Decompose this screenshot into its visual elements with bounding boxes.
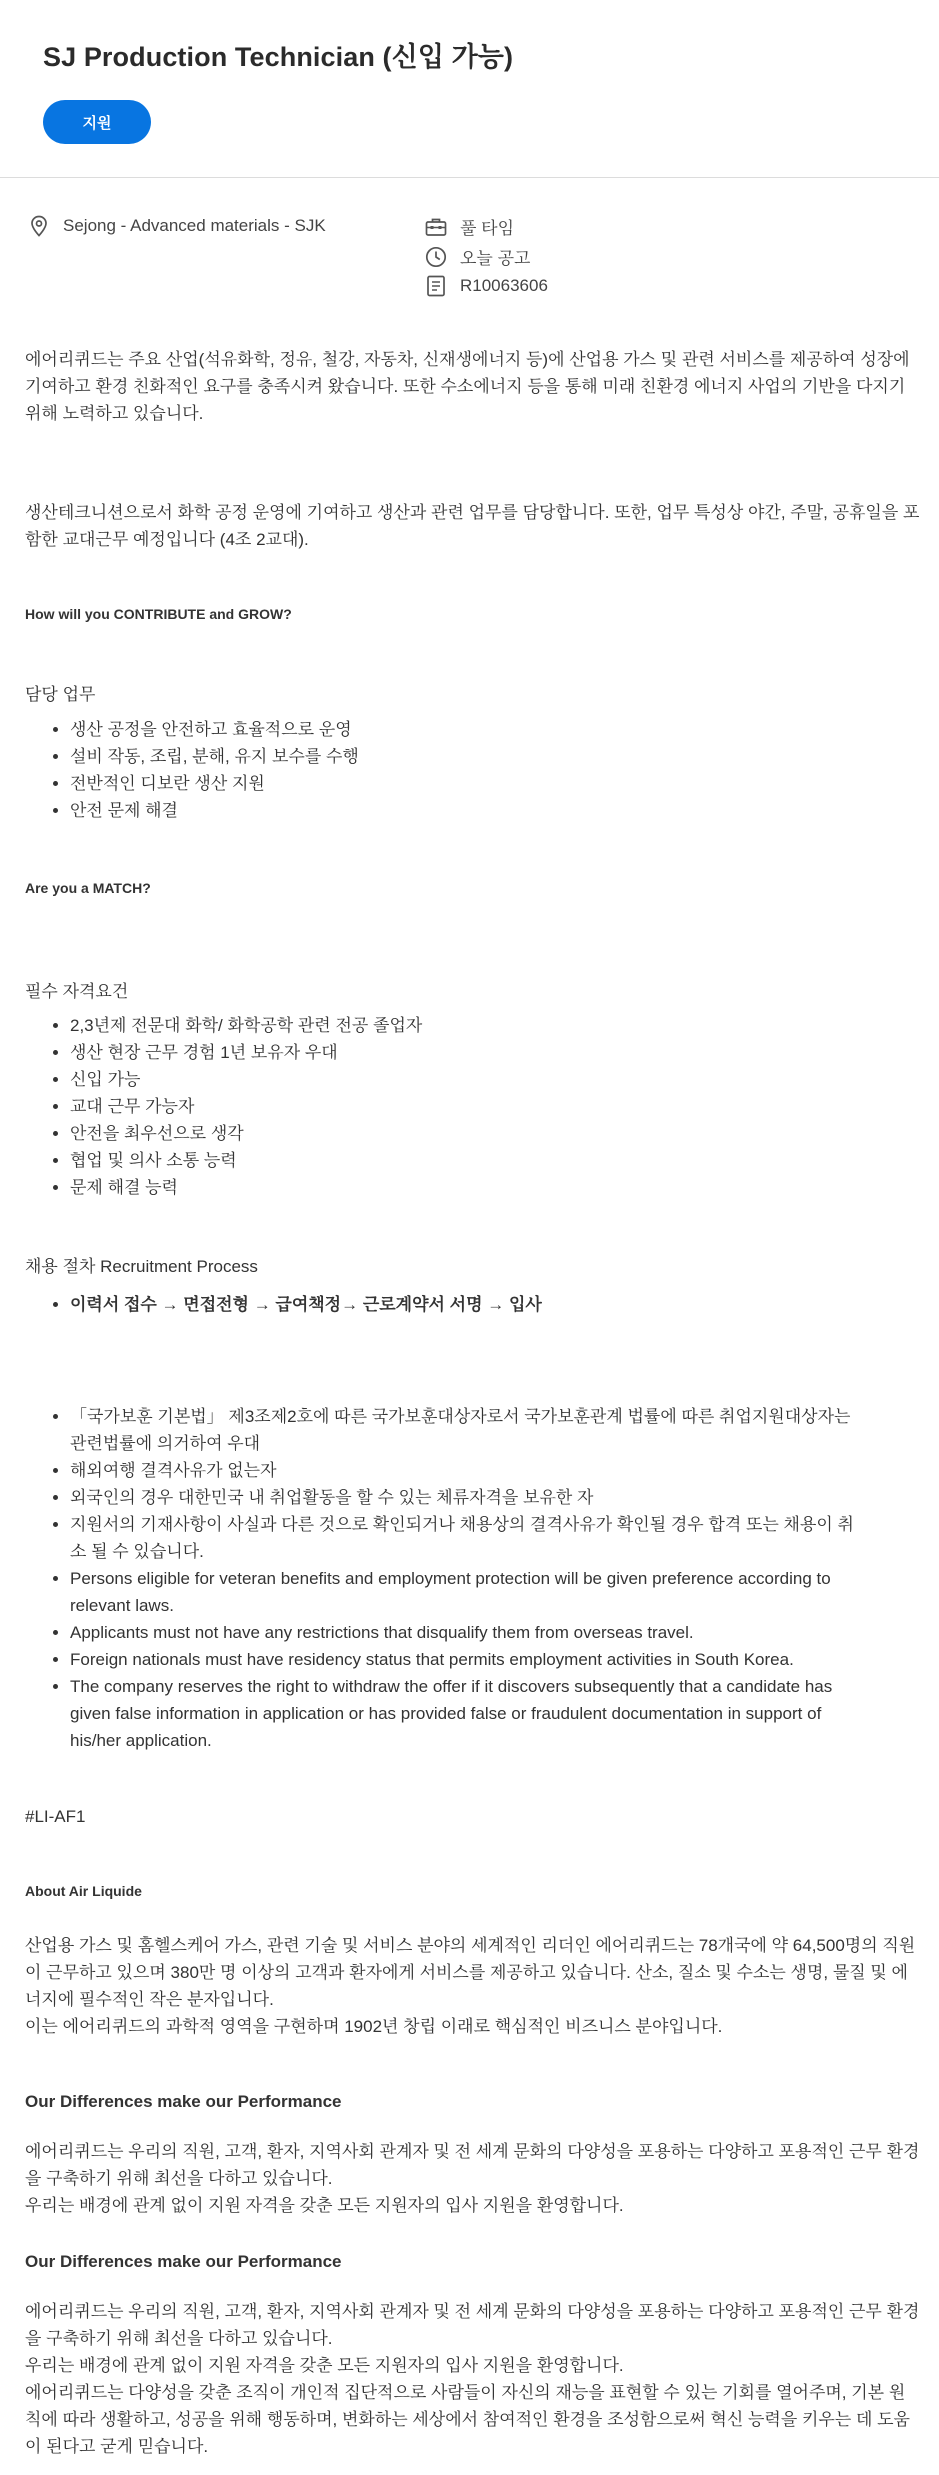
clock-icon <box>424 245 448 269</box>
job-header <box>0 0 939 178</box>
list-item: • 신입 가능 <box>70 1066 920 1093</box>
list-item: • Persons eligible for veteran benefits and employment protection will be given preference according to relevant laws. <box>70 1565 885 1619</box>
differences2-para-2: 우리는 배경에 관계 없이 지원 자격을 갖춘 모든 지원자의 입사 지원을 환영합니다. <box>25 2356 624 2375</box>
role-intro: 생산테크니션으로서 화학 공정 운영에 기여하고 생산과 관련 업무를 담당합니다. 또한, 업무 특성상 야간, 주말, 공휴일을 포함한 교대근무 예정입니다 (4조 2교대). <box>25 503 920 549</box>
about-heading: About Air Liquide <box>25 1883 142 1899</box>
list-item: • 교대 근무 가능자 <box>70 1093 920 1120</box>
posted-meta <box>424 244 530 269</box>
list-item: • 전반적인 디보란 생산 지원 <box>70 770 920 797</box>
list-item: • 이력서 접수 → 면접전형 → 급여책정→ 근로계약서 서명 → 입사 <box>70 1291 920 1318</box>
document-id-icon <box>424 274 448 298</box>
location-text: Sejong - Advanced materials - SJK <box>63 216 326 235</box>
differences-heading-2: Our Differences make our Performance <box>25 2252 342 2271</box>
location-meta <box>27 214 326 238</box>
list-item: • 문제 해결 능력 <box>70 1174 920 1201</box>
list-item: • 2,3년제 전문대 화학/ 화학공학 관련 전공 졸업자 <box>70 1012 920 1039</box>
differences2-para-1: 에어리퀴드는 우리의 직원, 고객, 환자, 지역사회 관계자 및 전 세계 문화의 다양성을 포용하는 다양하고 포용적인 근무 환경을 구축하기 위해 최선을 다하고 있습니다. <box>25 2302 920 2348</box>
list-item: • Foreign nationals must have residency status that permits employment activities in South Korea. <box>70 1646 885 1673</box>
differences-para-2: 우리는 배경에 관계 없이 지원 자격을 갖춘 모든 지원자의 입사 지원을 환영합니다. <box>25 2196 624 2215</box>
list-item: • 설비 작동, 조립, 분해, 유지 보수를 수행 <box>70 743 920 770</box>
list-item: • The company reserves the right to withdraw the offer if it discovers subsequently that a candidate has given false information in application or has provided false or fraudulent documentation in support of his/her application. <box>70 1673 885 1754</box>
job-type-text: 풀 타임 <box>460 219 514 238</box>
job-type-meta <box>424 214 514 239</box>
about-para-1: 산업용 가스 및 홈헬스케어 가스, 관련 기술 및 서비스 분야의 세계적인 리더인 에어리퀴드는 78개국에 약 64,500명의 직원이 근무하고 있으며 380만 명 이상의 고객과 환자에게 서비스를 제공하고 있습니다. 산소, 질소 및 수소는 생명, 물질 및 에너지에 필수적인 작은 분자입니다. <box>25 1936 916 2009</box>
notices-list <box>25 1403 905 1754</box>
list-item: • 해외여행 결격사유가 없는자 <box>70 1457 885 1484</box>
company-intro: 에어리퀴드는 주요 산업(석유화학, 정유, 철강, 자동차, 신재생에너지 등)에 산업용 가스 및 관련 서비스를 제공하여 성장에 기여하고 환경 친화적인 요구를 충족시켜 왔습니다. 또한 수소에너지 등을 통해 미래 친환경 에너지 사업의 기반을 다지기 위해 노력하고 있습니다. <box>25 350 910 423</box>
list-item: • 지원서의 기재사항이 사실과 다른 것으로 확인되거나 채용상의 결격사유가 확인될 경우 합격 또는 채용이 취소 될 수 있습니다. <box>70 1511 885 1565</box>
process-list <box>25 1291 920 1318</box>
req-id-meta <box>424 274 548 298</box>
list-item: • 외국인의 경우 대한민국 내 취업활동을 할 수 있는 체류자격을 보유한 자 <box>70 1484 885 1511</box>
differences-heading: Our Differences make our Performance <box>25 2092 342 2111</box>
requirements-title: 필수 자격요건 <box>25 982 129 1001</box>
list-item: • 「국가보훈 기본법」 제3조제2호에 따른 국가보훈대상자로서 국가보훈관계 법률에 따른 취업지원대상자는 관련법률에 의거하여 우대 <box>70 1403 885 1457</box>
briefcase-icon <box>424 215 448 239</box>
duties-list <box>25 716 920 824</box>
process-title: 채용 절차 Recruitment Process <box>25 1257 258 1276</box>
contribute-heading: How will you CONTRIBUTE and GROW? <box>25 606 292 622</box>
list-item: • 안전을 최우선으로 생각 <box>70 1120 920 1147</box>
location-pin-icon <box>27 214 51 238</box>
list-item: • 생산 현장 근무 경험 1년 보유자 우대 <box>70 1039 920 1066</box>
duties-title: 담당 업무 <box>25 685 96 704</box>
job-meta <box>0 178 939 295</box>
posted-text: 오늘 공고 <box>460 249 531 268</box>
list-item: • 생산 공정을 안전하고 효율적으로 운영 <box>70 716 920 743</box>
tag-text: #LI-AF1 <box>25 1807 86 1826</box>
about-para-2: 이는 에어리퀴드의 과학적 영역을 구현하며 1902년 창립 이래로 핵심적인 비즈니스 분야입니다. <box>25 2017 723 2036</box>
apply-button[interactable]: 지원 <box>43 100 151 144</box>
list-item: • Applicants must not have any restrictions that disqualify them from overseas travel. <box>70 1619 885 1646</box>
requirements-list <box>25 1012 920 1201</box>
list-item: • 안전 문제 해결 <box>70 797 920 824</box>
req-id-text: R10063606 <box>460 276 548 295</box>
match-heading: Are you a MATCH? <box>25 880 151 896</box>
differences2-para-3: 에어리퀴드는 다양성을 갖춘 조직이 개인적 집단적으로 사람들이 자신의 재능을 표현할 수 있는 기회를 열어주며, 기본 원칙에 따라 생활하고, 성공을 위해 행동하며, 변화하는 세상에서 참여적인 환경을 조성함으로써 혁신 능력을 키우는 데 도움이 된다고 굳게 믿습니다. <box>25 2383 910 2456</box>
differences-para-1: 에어리퀴드는 우리의 직원, 고객, 환자, 지역사회 관계자 및 전 세계 문화의 다양성을 포용하는 다양하고 포용적인 근무 환경을 구축하기 위해 최선을 다하고 있습니다. <box>25 2142 920 2188</box>
list-item: • 협업 및 의사 소통 능력 <box>70 1147 920 1174</box>
job-title: SJ Production Technician (신입 가능) <box>43 42 514 72</box>
